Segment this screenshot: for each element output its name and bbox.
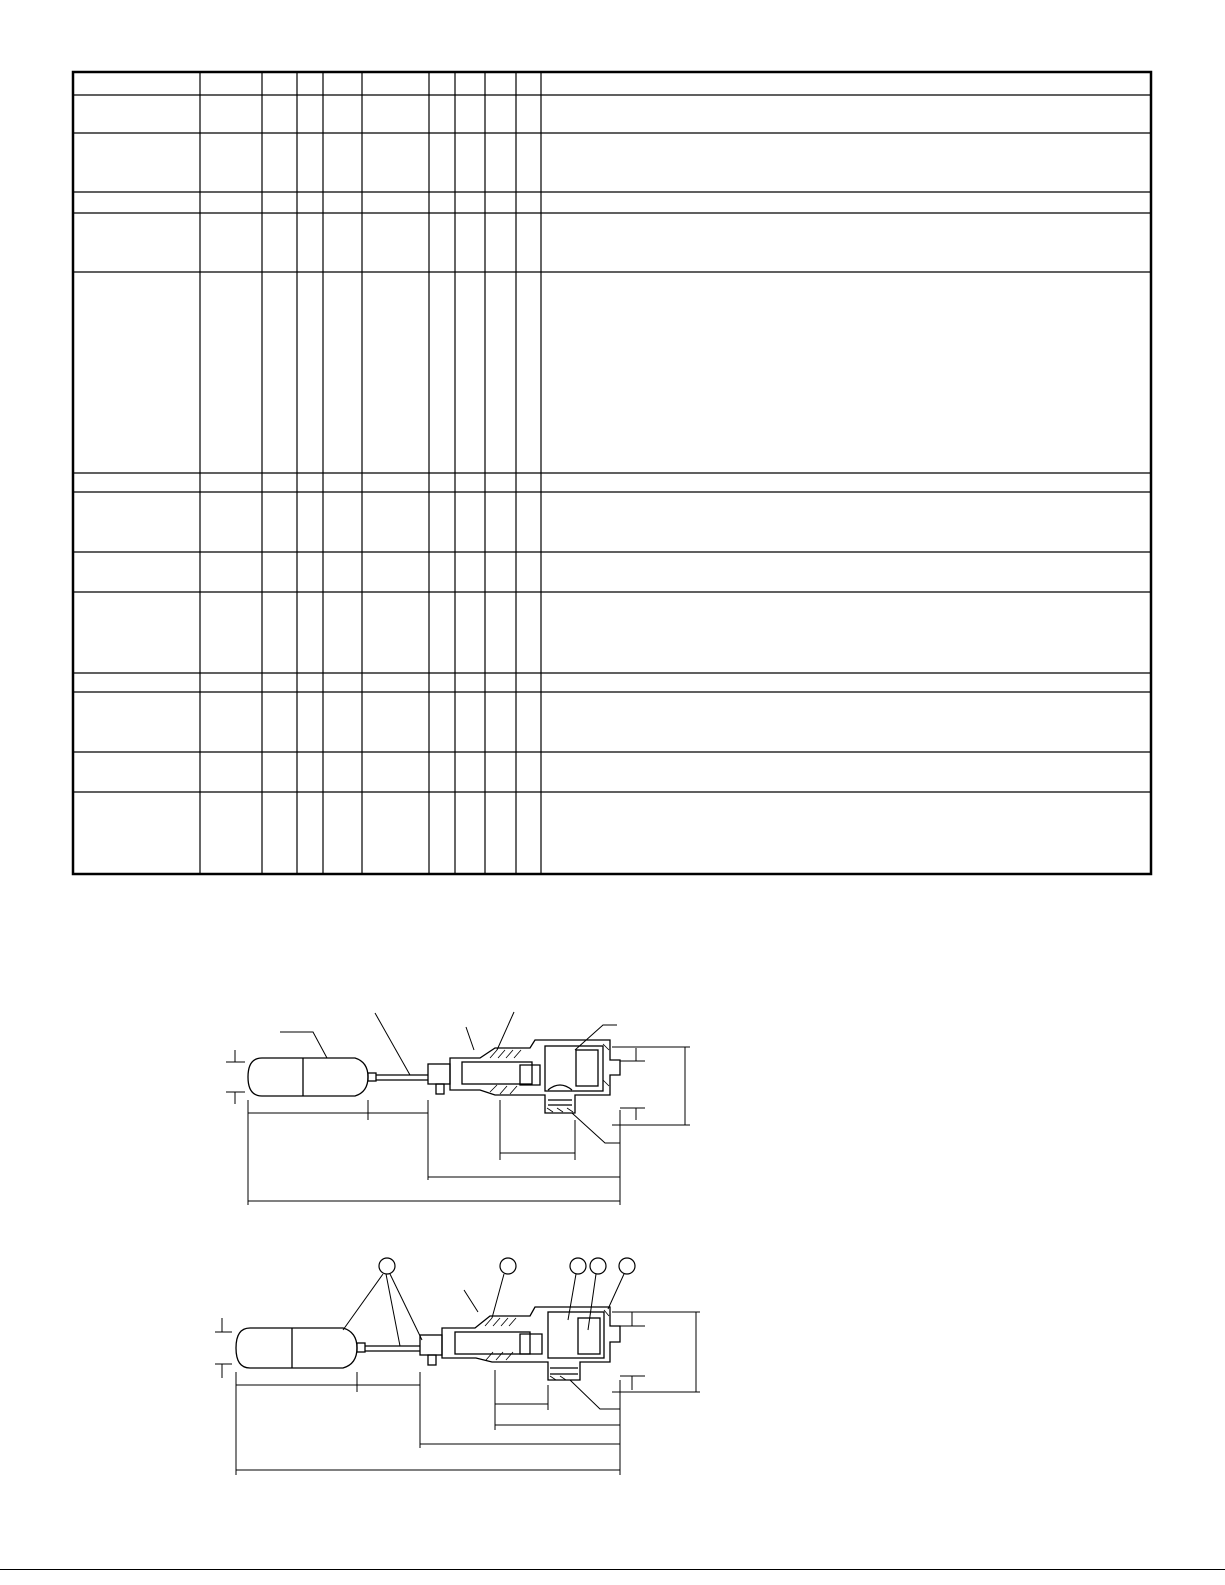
- callout-circle: [570, 1258, 586, 1274]
- page-footer-rule: [0, 1569, 1225, 1570]
- callout-circle: [379, 1258, 395, 1274]
- callout-circle: [619, 1258, 635, 1274]
- float: [236, 1328, 357, 1368]
- callout-circle: [590, 1258, 606, 1274]
- callout-circle: [500, 1258, 516, 1274]
